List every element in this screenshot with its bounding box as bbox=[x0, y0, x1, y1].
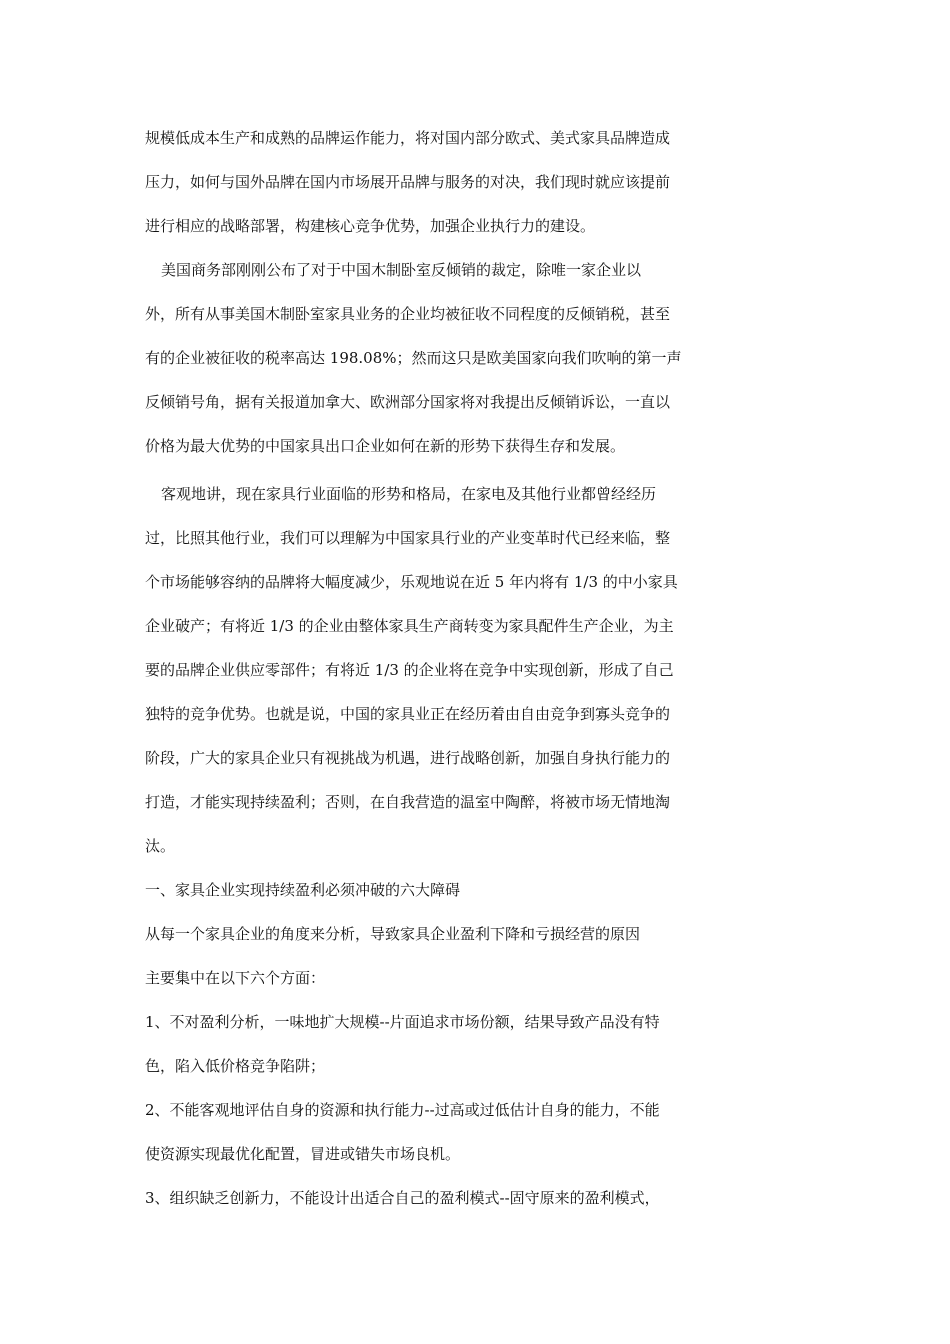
text-line: 从每一个家具企业的角度来分析，导致家具企业盈利下降和亏损经营的原因 bbox=[145, 925, 641, 943]
text-line: 压力，如何与国外品牌在国内市场展开品牌与服务的对决，我们现时就应该提前 bbox=[145, 173, 671, 191]
text-line: 规模低成本生产和成熟的品牌运作能力，将对国内部分欧式、美式家具品牌造成 bbox=[145, 129, 671, 147]
text-line: 汰。 bbox=[145, 837, 176, 855]
text-line: 美国商务部刚刚公布了对于中国木制卧室反倾销的裁定，除唯一家企业以 bbox=[161, 261, 642, 279]
text-line: 反倾销号角，据有关报道加拿大、欧洲部分国家将对我提出反倾销诉讼，一直以 bbox=[145, 393, 671, 411]
text-line: 企业破产；有将近 1/3 的企业由整体家具生产商转变为家具配件生产企业，为主 bbox=[145, 617, 674, 635]
text-line: 使资源实现最优化配置，冒进或错失市场良机。 bbox=[145, 1145, 461, 1163]
section-heading: 一、家具企业实现持续盈利必须冲破的六大障碍 bbox=[145, 881, 461, 899]
text-line: 要的品牌企业供应零部件；有将近 1/3 的企业将在竞争中实现创新，形成了自己 bbox=[145, 661, 674, 679]
text-line: 独特的竞争优势。也就是说，中国的家具业正在经历着由自由竞争到寡头竞争的 bbox=[145, 705, 671, 723]
text-line: 进行相应的战略部署，构建核心竞争优势，加强企业执行力的建设。 bbox=[145, 217, 596, 235]
list-item-3: 3、组织缺乏创新力，不能设计出适合自己的盈利模式--固守原来的盈利模式， bbox=[145, 1189, 660, 1207]
text-line: 色，陷入低价格竞争陷阱； bbox=[145, 1057, 326, 1075]
list-item-1: 1、不对盈利分析，一味地扩大规模--片面追求市场份额，结果导致产品没有特 bbox=[145, 1013, 660, 1031]
list-item-2: 2、不能客观地评估自身的资源和执行能力--过高或过低估计自身的能力，不能 bbox=[145, 1101, 660, 1119]
text-line: 有的企业被征收的税率高达 198.08%；然而这只是欧美国家向我们吹响的第一声 bbox=[145, 349, 682, 367]
text-line: 客观地讲，现在家具行业面临的形势和格局，在家电及其他行业都曾经经历 bbox=[161, 485, 657, 503]
text-line: 过，比照其他行业，我们可以理解为中国家具行业的产业变革时代已经来临，整 bbox=[145, 529, 671, 547]
text-line: 个市场能够容纳的品牌将大幅度减少，乐观地说在近 5 年内将有 1/3 的中小家具 bbox=[145, 573, 678, 591]
text-line: 打造，才能实现持续盈利；否则，在自我营造的温室中陶醉，将被市场无情地淘 bbox=[145, 793, 671, 811]
text-line: 主要集中在以下六个方面： bbox=[145, 969, 326, 987]
text-line: 价格为最大优势的中国家具出口企业如何在新的形势下获得生存和发展。 bbox=[145, 437, 626, 455]
text-line: 外，所有从事美国木制卧室家具业务的企业均被征收不同程度的反倾销税，甚至 bbox=[145, 305, 671, 323]
text-line: 阶段，广大的家具企业只有视挑战为机遇，进行战略创新，加强自身执行能力的 bbox=[145, 749, 671, 767]
